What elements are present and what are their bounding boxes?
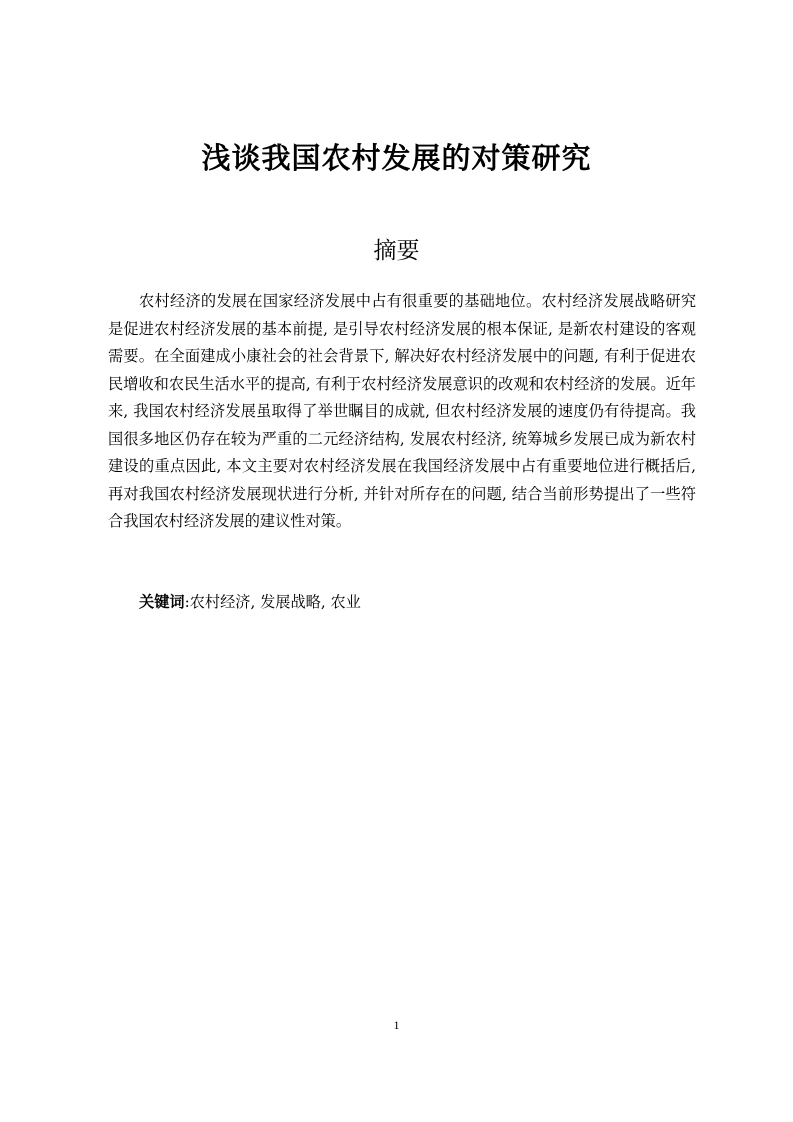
keywords-separator: : <box>184 593 190 611</box>
keywords-line <box>139 589 695 616</box>
page-number: 1 <box>393 1018 400 1032</box>
document-title: 浅谈我国农村发展的对策研究 <box>201 141 592 175</box>
keywords-label: 关键词 <box>139 593 185 611</box>
abstract-heading: 摘要 <box>373 238 420 264</box>
keywords-text: 农村经济, 发展战略, 农业 <box>189 593 361 611</box>
abstract-paragraph: 农村经济的发展在国家经济发展中占有很重要的基础地位。农村经济发展战略研究是促进农村经济发展的基本前提, 是引导农村经济发展的根本保证, 是新农村建设的客观需要。在全面建成小康社会的社会背景下, 解决好农村经济发展中的问题, 有利于促进农民增收和农民生活水平的提高, 有利于农村经济发展意识的改观和农村经济的发展。近年来, 我国农村经济发展虽取得了举世瞩目的成就, 但农村经济发展的速度仍有待提高。我国很多地区仍存在较为严重的二元经济结构, 发展农村经济, 统筹城乡发展已成为新农村建设的重点因此, 本文主要对农村经济发展在我国经济发展中占有重要地位进行概括后, 再对我国农村经济发展现状进行分析, 并针对所存在的问题, 结合当前形势提出了一些符合我国农村经济发展的建议性对策。 <box>108 292 696 530</box>
